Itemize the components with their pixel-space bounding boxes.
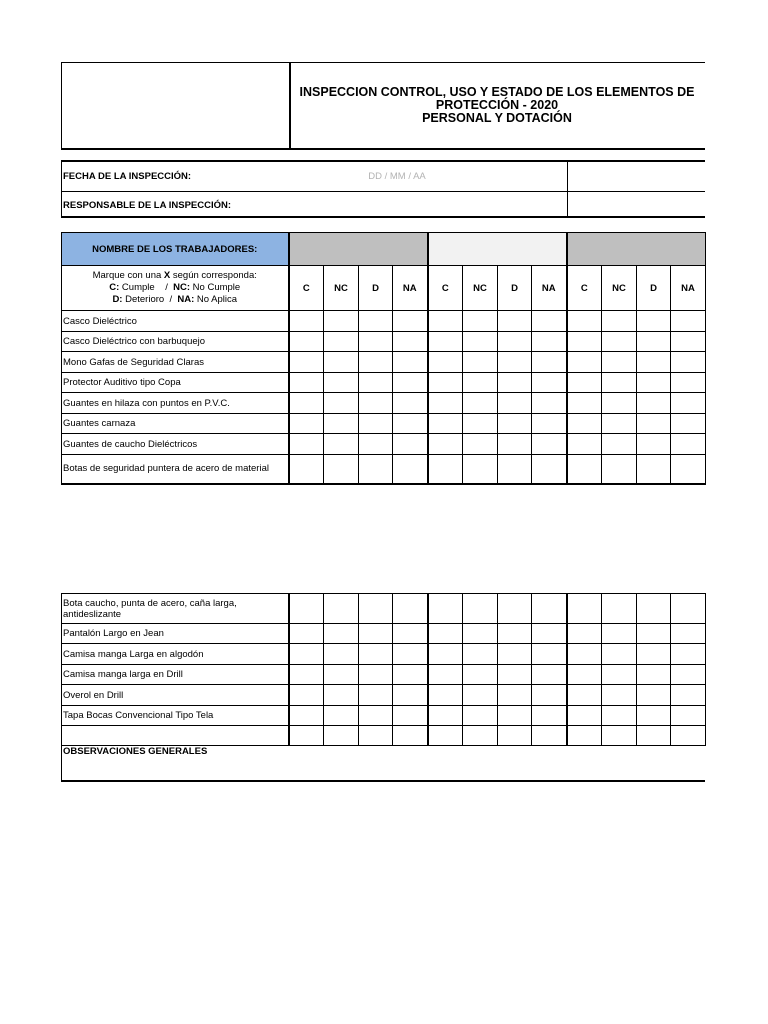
- mark-cell[interactable]: [498, 352, 532, 373]
- mark-cell[interactable]: [289, 706, 324, 726]
- logo-cell: [62, 63, 291, 148]
- mark-cell[interactable]: [532, 393, 567, 414]
- mark-cell[interactable]: [289, 624, 324, 644]
- table-row: [62, 455, 706, 484]
- responsable-extra-cell[interactable]: [567, 191, 707, 218]
- worker-2-name-cell[interactable]: [428, 233, 567, 266]
- form-title: [289, 63, 705, 148]
- mark-cell[interactable]: [324, 706, 359, 726]
- mark-cell[interactable]: [671, 332, 706, 352]
- mark-cell[interactable]: [324, 373, 359, 393]
- mark-cell[interactable]: [602, 594, 637, 624]
- mark-cell[interactable]: [567, 373, 602, 393]
- mark-cell[interactable]: [498, 685, 532, 706]
- fecha-input[interactable]: DD / MM / AA: [368, 171, 426, 182]
- mark-cell[interactable]: [532, 373, 567, 393]
- column-header-na: NA: [671, 266, 706, 311]
- mark-cell[interactable]: [428, 624, 463, 644]
- observaciones-label: OBSERVACIONES GENERALES: [63, 746, 208, 757]
- mark-cell[interactable]: [428, 685, 463, 706]
- mark-cell[interactable]: [567, 726, 602, 746]
- inspection-info: [61, 160, 705, 218]
- table-row: [62, 414, 706, 434]
- mark-cell[interactable]: [359, 685, 393, 706]
- item-label: Pantalón Largo en Jean: [62, 624, 289, 644]
- mark-cell[interactable]: [637, 685, 671, 706]
- mark-cell[interactable]: [289, 644, 324, 665]
- mark-cell[interactable]: [359, 414, 393, 434]
- mark-cell[interactable]: [637, 726, 671, 746]
- worker-1-name-cell[interactable]: [289, 233, 428, 266]
- mark-cell[interactable]: [393, 311, 428, 332]
- mark-cell[interactable]: [324, 726, 359, 746]
- mark-cell[interactable]: [532, 706, 567, 726]
- column-header-nc: NC: [463, 266, 498, 311]
- mark-cell[interactable]: [359, 726, 393, 746]
- mark-cell[interactable]: [393, 644, 428, 665]
- mark-cell[interactable]: [463, 726, 498, 746]
- mark-cell[interactable]: [289, 311, 324, 332]
- mark-cell[interactable]: [498, 706, 532, 726]
- mark-cell[interactable]: [324, 594, 359, 624]
- mark-cell[interactable]: [532, 726, 567, 746]
- mark-cell[interactable]: [428, 311, 463, 332]
- legend-separator: /: [154, 282, 174, 293]
- mark-cell[interactable]: [359, 352, 393, 373]
- mark-cell[interactable]: [324, 393, 359, 414]
- table-row: [62, 311, 706, 332]
- mark-cell[interactable]: [289, 414, 324, 434]
- mark-cell[interactable]: [463, 685, 498, 706]
- mark-cell[interactable]: [671, 373, 706, 393]
- mark-cell[interactable]: [359, 332, 393, 352]
- mark-cell[interactable]: [602, 393, 637, 414]
- item-label: Bota caucho, punta de acero, caña larga, antideslizante: [62, 594, 289, 624]
- mark-cell[interactable]: [602, 685, 637, 706]
- mark-cell[interactable]: [602, 311, 637, 332]
- column-header-d: D: [637, 266, 671, 311]
- fecha-extra-cell[interactable]: [567, 162, 707, 191]
- legend-cell: [62, 266, 289, 311]
- mark-cell[interactable]: [637, 434, 671, 455]
- mark-cell[interactable]: [567, 685, 602, 706]
- mark-cell[interactable]: [567, 455, 602, 484]
- mark-cell[interactable]: [602, 352, 637, 373]
- mark-cell[interactable]: [359, 455, 393, 484]
- mark-cell[interactable]: [324, 665, 359, 685]
- mark-cell[interactable]: [393, 726, 428, 746]
- mark-cell[interactable]: [498, 455, 532, 484]
- mark-cell[interactable]: [393, 332, 428, 352]
- mark-cell[interactable]: [532, 434, 567, 455]
- mark-cell[interactable]: [498, 726, 532, 746]
- mark-cell[interactable]: [671, 594, 706, 624]
- mark-cell[interactable]: [289, 434, 324, 455]
- mark-cell[interactable]: [463, 373, 498, 393]
- mark-cell[interactable]: [463, 594, 498, 624]
- form-header: [61, 62, 705, 150]
- mark-cell[interactable]: [637, 644, 671, 665]
- item-label: Camisa manga larga en Drill: [62, 665, 289, 685]
- mark-cell[interactable]: [393, 455, 428, 484]
- column-header-d: D: [359, 266, 393, 311]
- legend-text: No Cumple: [190, 282, 241, 293]
- inspection-table-part1: [61, 232, 706, 485]
- mark-cell[interactable]: [637, 455, 671, 484]
- mark-cell[interactable]: [671, 393, 706, 414]
- mark-cell[interactable]: [289, 685, 324, 706]
- table-row: [62, 393, 706, 414]
- mark-cell[interactable]: [532, 685, 567, 706]
- item-label: Guantes en hilaza con puntos en P.V.C.: [62, 393, 289, 414]
- table-row: [62, 373, 706, 393]
- mark-cell[interactable]: [567, 311, 602, 332]
- mark-cell[interactable]: [359, 644, 393, 665]
- mark-cell[interactable]: [498, 414, 532, 434]
- mark-cell[interactable]: [498, 311, 532, 332]
- mark-cell[interactable]: [428, 352, 463, 373]
- legend-text: No Aplica: [194, 294, 238, 305]
- mark-cell[interactable]: [428, 393, 463, 414]
- mark-cell[interactable]: [324, 352, 359, 373]
- mark-cell[interactable]: [671, 665, 706, 685]
- table-row: [62, 706, 706, 726]
- mark-cell[interactable]: [637, 393, 671, 414]
- mark-cell[interactable]: [532, 311, 567, 332]
- mark-cell[interactable]: [393, 685, 428, 706]
- mark-cell[interactable]: [567, 644, 602, 665]
- mark-cell[interactable]: [671, 414, 706, 434]
- column-header-c: C: [428, 266, 463, 311]
- table-row: [62, 434, 706, 455]
- mark-cell[interactable]: [463, 644, 498, 665]
- mark-cell[interactable]: [671, 352, 706, 373]
- mark-cell[interactable]: [671, 624, 706, 644]
- item-label: Guantes carnaza: [62, 414, 289, 434]
- mark-cell[interactable]: [324, 624, 359, 644]
- mark-cell[interactable]: [463, 706, 498, 726]
- mark-cell[interactable]: [393, 414, 428, 434]
- legend-code: C:: [109, 282, 120, 293]
- mark-cell[interactable]: [463, 352, 498, 373]
- mark-cell[interactable]: [602, 414, 637, 434]
- mark-cell[interactable]: [393, 665, 428, 685]
- mark-cell[interactable]: [289, 455, 324, 484]
- mark-cell[interactable]: [289, 594, 324, 624]
- mark-cell[interactable]: [393, 373, 428, 393]
- table-row: [62, 665, 706, 685]
- table-row: [62, 685, 706, 706]
- mark-cell[interactable]: [567, 594, 602, 624]
- mark-cell[interactable]: [498, 644, 532, 665]
- table-row: [62, 332, 706, 352]
- legend-code: D:: [112, 294, 123, 305]
- mark-cell[interactable]: [567, 665, 602, 685]
- mark-cell[interactable]: [532, 665, 567, 685]
- mark-cell[interactable]: [671, 644, 706, 665]
- mark-cell[interactable]: [324, 434, 359, 455]
- title-line-3: PERSONAL Y DOTACIÓN: [422, 111, 572, 125]
- inspection-table-part2: [61, 593, 706, 746]
- mark-cell[interactable]: [359, 594, 393, 624]
- mark-cell[interactable]: [637, 624, 671, 644]
- column-header-nc: NC: [324, 266, 359, 311]
- mark-cell[interactable]: [324, 332, 359, 352]
- item-label: [62, 726, 289, 746]
- mark-cell[interactable]: [289, 332, 324, 352]
- mark-cell[interactable]: [498, 434, 532, 455]
- mark-cell[interactable]: [602, 332, 637, 352]
- mark-cell[interactable]: [428, 373, 463, 393]
- mark-cell[interactable]: [428, 726, 463, 746]
- mark-cell[interactable]: [567, 352, 602, 373]
- mark-cell[interactable]: [359, 434, 393, 455]
- mark-cell[interactable]: [393, 706, 428, 726]
- mark-cell[interactable]: [637, 373, 671, 393]
- mark-cell[interactable]: [428, 706, 463, 726]
- mark-cell[interactable]: [428, 414, 463, 434]
- mark-cell[interactable]: [567, 706, 602, 726]
- mark-cell[interactable]: [463, 414, 498, 434]
- mark-cell[interactable]: [671, 455, 706, 484]
- column-header-c: C: [289, 266, 324, 311]
- mark-cell[interactable]: [602, 624, 637, 644]
- title-line-1: INSPECCION CONTROL, USO Y ESTADO DE LOS ELEMENTOS DE: [299, 85, 695, 99]
- mark-cell[interactable]: [463, 332, 498, 352]
- column-header-nc: NC: [602, 266, 637, 311]
- mark-cell[interactable]: [428, 665, 463, 685]
- legend-x: X: [163, 270, 171, 281]
- mark-cell[interactable]: [567, 624, 602, 644]
- mark-cell[interactable]: [602, 726, 637, 746]
- item-label: Camisa manga Larga en algodón: [62, 644, 289, 665]
- mark-cell[interactable]: [637, 311, 671, 332]
- item-label: Guantes de caucho Dieléctricos: [62, 434, 289, 455]
- mark-cell[interactable]: [428, 455, 463, 484]
- mark-cell[interactable]: [498, 393, 532, 414]
- mark-cell[interactable]: [393, 434, 428, 455]
- mark-cell[interactable]: [393, 352, 428, 373]
- mark-cell[interactable]: [637, 594, 671, 624]
- responsable-row: [62, 191, 705, 218]
- legend-text: Deterioro: [122, 294, 165, 305]
- responsable-label: RESPONSABLE DE LA INSPECCIÓN:: [63, 200, 232, 211]
- legend-text: Cumple: [119, 282, 155, 293]
- mark-cell[interactable]: [324, 685, 359, 706]
- mark-cell[interactable]: [602, 706, 637, 726]
- item-label: Casco Dieléctrico: [62, 311, 289, 332]
- table-row: [62, 726, 706, 746]
- mark-cell[interactable]: [498, 665, 532, 685]
- mark-cell[interactable]: [324, 644, 359, 665]
- mark-cell[interactable]: [289, 726, 324, 746]
- item-label: Tapa Bocas Convencional Tipo Tela: [62, 706, 289, 726]
- mark-cell[interactable]: [637, 414, 671, 434]
- mark-cell[interactable]: [289, 393, 324, 414]
- mark-cell[interactable]: [602, 373, 637, 393]
- mark-cell[interactable]: [532, 455, 567, 484]
- mark-cell[interactable]: [532, 644, 567, 665]
- mark-cell[interactable]: [428, 332, 463, 352]
- worker-3-name-cell[interactable]: [567, 233, 706, 266]
- mark-cell[interactable]: [671, 706, 706, 726]
- mark-cell[interactable]: [359, 624, 393, 644]
- item-label: Protector Auditivo tipo Copa: [62, 373, 289, 393]
- mark-cell[interactable]: [567, 434, 602, 455]
- title-line-2: PROTECCIÓN - 2020: [435, 98, 559, 112]
- mark-cell[interactable]: [637, 332, 671, 352]
- mark-cell[interactable]: [671, 311, 706, 332]
- mark-cell[interactable]: [463, 393, 498, 414]
- mark-cell[interactable]: [359, 373, 393, 393]
- mark-cell[interactable]: [671, 726, 706, 746]
- mark-cell[interactable]: [393, 594, 428, 624]
- mark-cell[interactable]: [637, 352, 671, 373]
- mark-cell[interactable]: [463, 624, 498, 644]
- mark-cell[interactable]: [324, 414, 359, 434]
- mark-cell[interactable]: [671, 685, 706, 706]
- mark-cell[interactable]: [498, 624, 532, 644]
- mark-cell[interactable]: [393, 624, 428, 644]
- column-header-na: NA: [532, 266, 567, 311]
- mark-cell[interactable]: [567, 332, 602, 352]
- item-label: Overol en Drill: [62, 685, 289, 706]
- mark-cell[interactable]: [671, 434, 706, 455]
- mark-cell[interactable]: [428, 594, 463, 624]
- mark-cell[interactable]: [393, 393, 428, 414]
- mark-cell[interactable]: [289, 665, 324, 685]
- mark-cell[interactable]: [428, 434, 463, 455]
- mark-cell[interactable]: [359, 706, 393, 726]
- mark-cell[interactable]: [463, 455, 498, 484]
- mark-cell[interactable]: [532, 594, 567, 624]
- legend-text: según corresponda:: [170, 270, 257, 281]
- mark-cell[interactable]: [532, 352, 567, 373]
- legend-code: NA:: [177, 294, 195, 305]
- mark-cell[interactable]: [567, 414, 602, 434]
- item-label: Mono Gafas de Seguridad Claras: [62, 352, 289, 373]
- fecha-label: FECHA DE LA INSPECCIÓN:: [63, 171, 192, 182]
- mark-cell[interactable]: [637, 665, 671, 685]
- table-row: [62, 624, 706, 644]
- mark-cell[interactable]: [602, 665, 637, 685]
- mark-cell[interactable]: [532, 624, 567, 644]
- legend-text: Marque con una: [92, 270, 164, 281]
- mark-cell[interactable]: [602, 455, 637, 484]
- mark-cell[interactable]: [359, 393, 393, 414]
- mark-cell[interactable]: [359, 665, 393, 685]
- column-header-na: NA: [393, 266, 428, 311]
- mark-cell[interactable]: [324, 311, 359, 332]
- column-header-d: D: [498, 266, 532, 311]
- mark-cell[interactable]: [428, 644, 463, 665]
- mark-cell[interactable]: [532, 414, 567, 434]
- mark-cell[interactable]: [359, 311, 393, 332]
- mark-cell[interactable]: [532, 332, 567, 352]
- item-label: Casco Dieléctrico con barbuquejo: [62, 332, 289, 352]
- fecha-row: [62, 162, 705, 192]
- workers-name-header: NOMBRE DE LOS TRABAJADORES:: [62, 233, 289, 266]
- mark-cell[interactable]: [567, 393, 602, 414]
- mark-cell[interactable]: [602, 434, 637, 455]
- mark-cell[interactable]: [498, 332, 532, 352]
- table-row: [62, 644, 706, 665]
- legend-code: NC:: [173, 282, 191, 293]
- mark-cell[interactable]: [463, 665, 498, 685]
- mark-cell[interactable]: [498, 594, 532, 624]
- mark-cell[interactable]: [463, 434, 498, 455]
- table-row: [62, 594, 706, 624]
- table-row: [62, 352, 706, 373]
- observaciones-generales[interactable]: [61, 745, 705, 782]
- item-label: Botas de seguridad puntera de acero de material: [62, 455, 289, 484]
- mark-cell[interactable]: [602, 644, 637, 665]
- mark-cell[interactable]: [289, 352, 324, 373]
- mark-cell[interactable]: [637, 706, 671, 726]
- legend-separator: /: [164, 294, 178, 305]
- column-header-c: C: [567, 266, 602, 311]
- mark-cell[interactable]: [463, 311, 498, 332]
- mark-cell[interactable]: [289, 373, 324, 393]
- mark-cell[interactable]: [498, 373, 532, 393]
- mark-cell[interactable]: [324, 455, 359, 484]
